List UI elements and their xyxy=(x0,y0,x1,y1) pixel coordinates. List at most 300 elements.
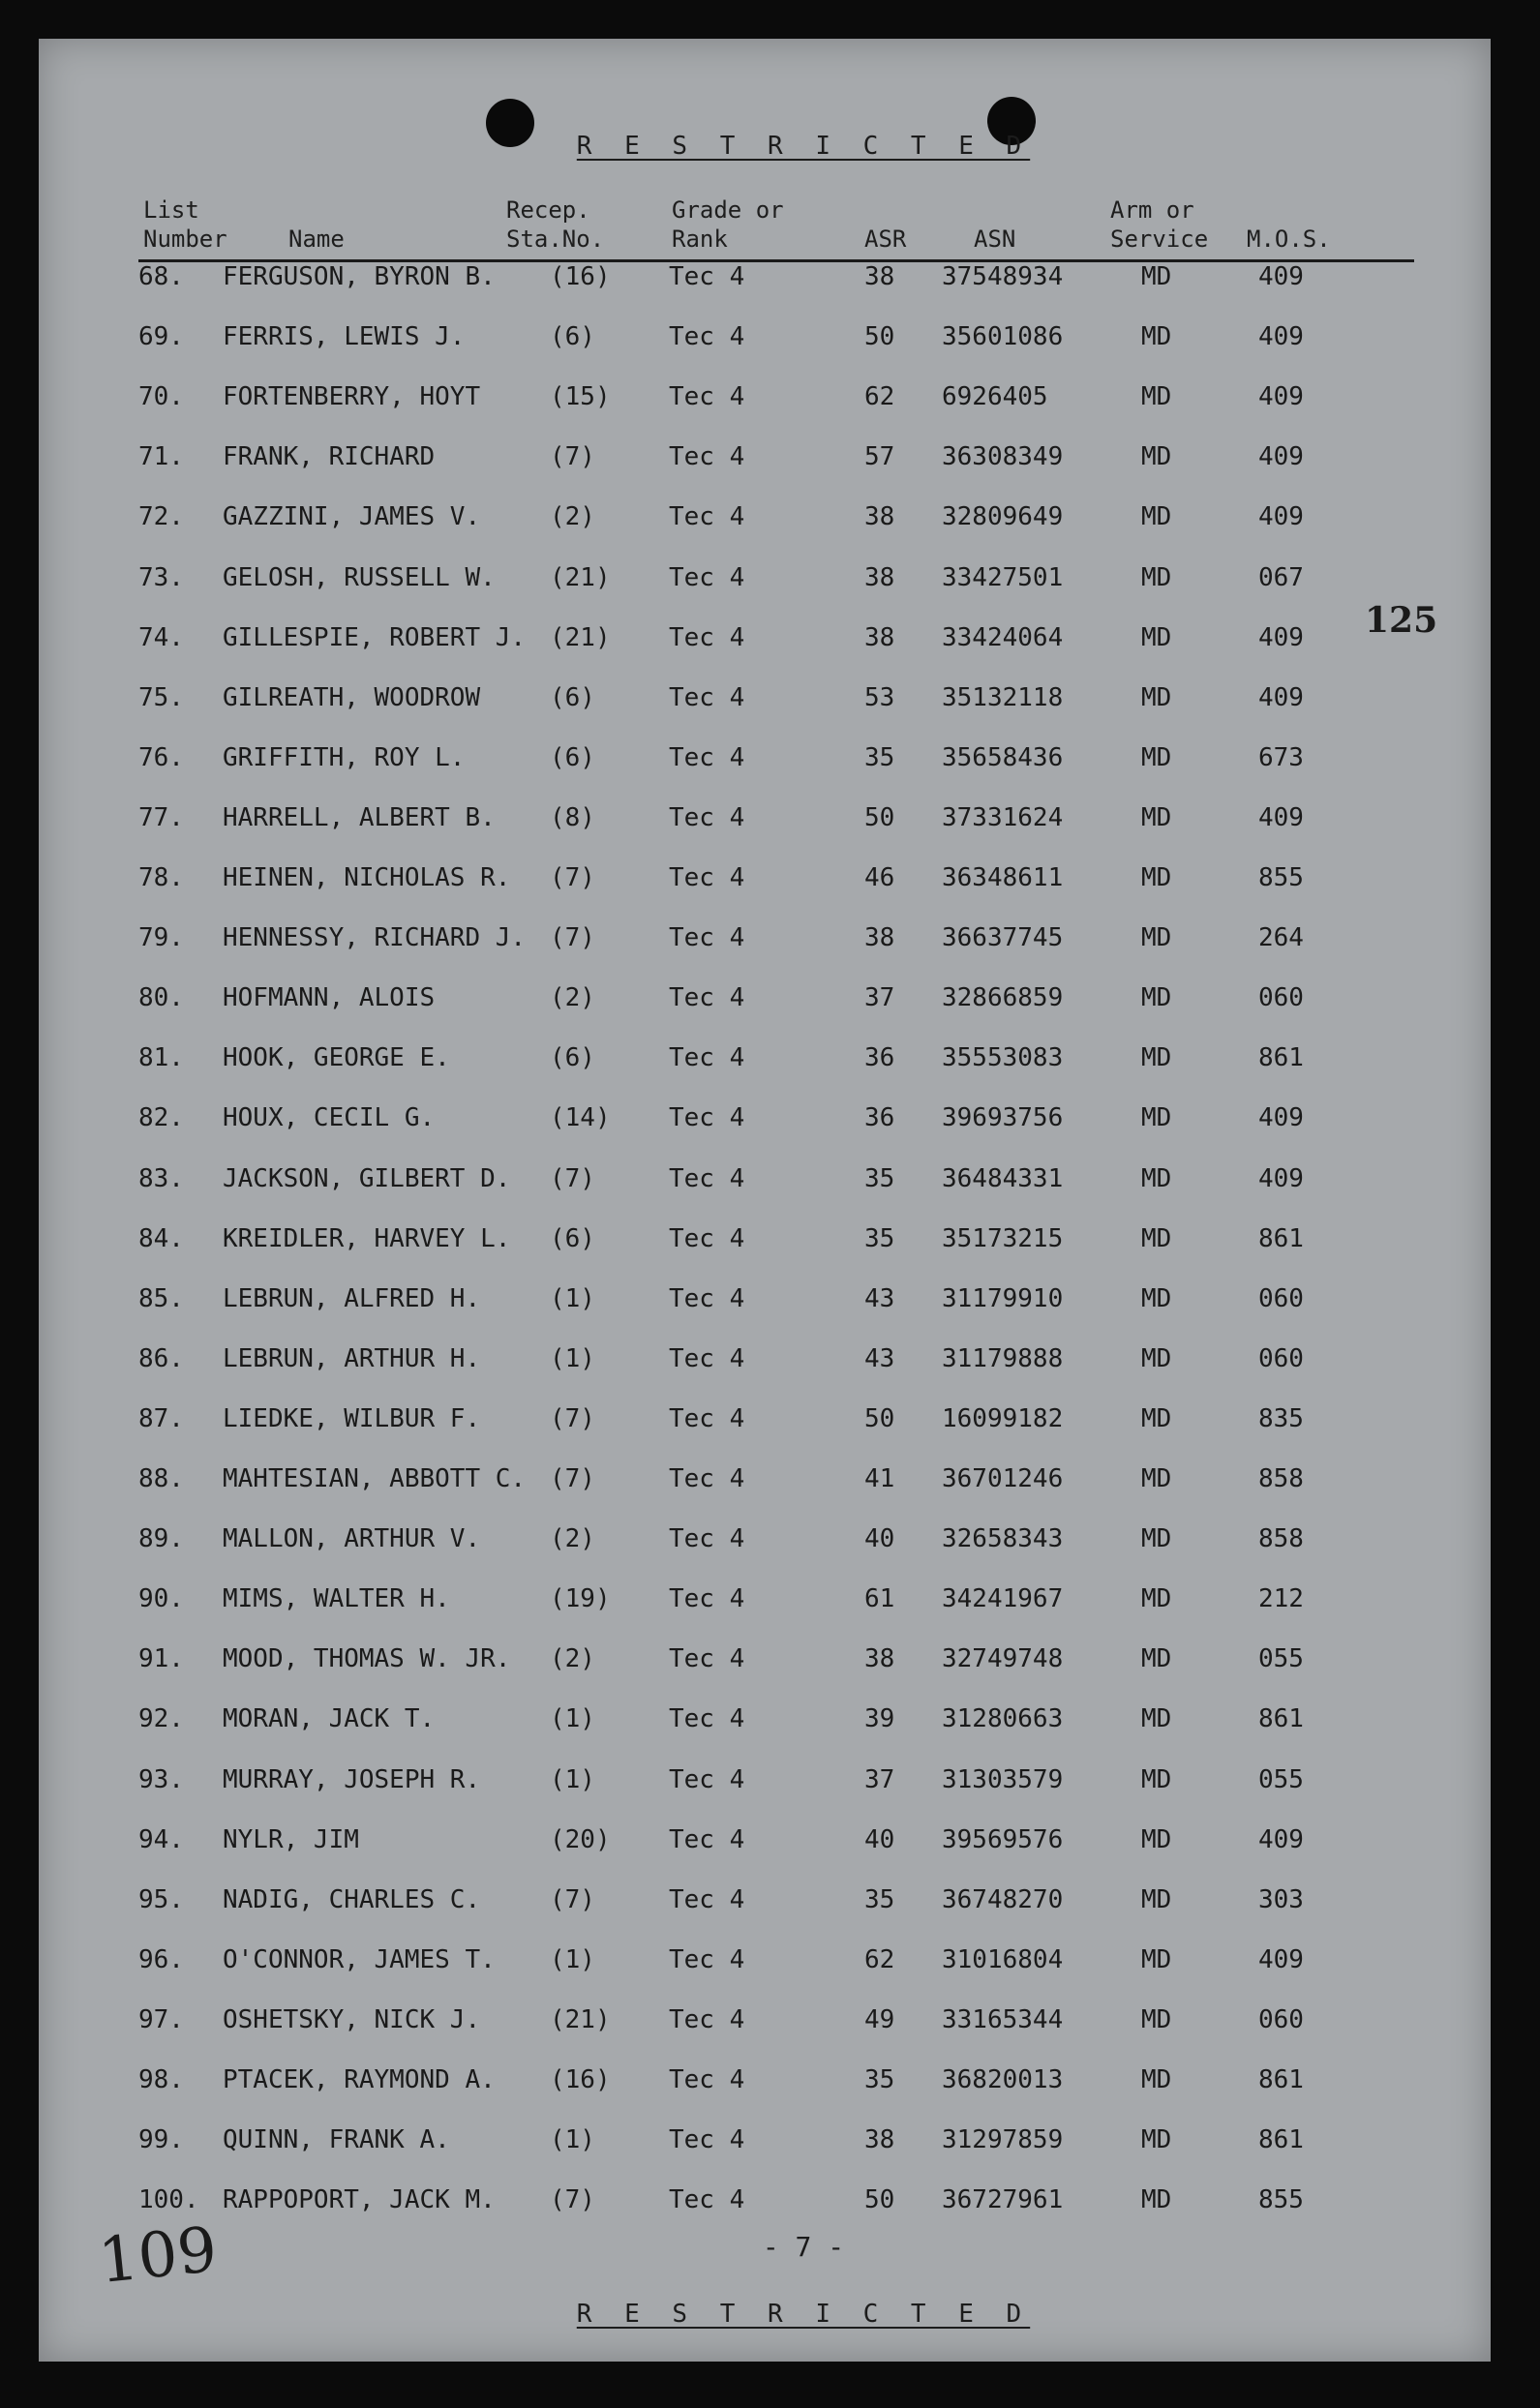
cell-asn: 36701246 xyxy=(942,1464,1064,1493)
cell-name: HARRELL, ALBERT B. xyxy=(223,802,496,832)
cell-mos: 409 xyxy=(1258,442,1304,472)
cell-mos: 409 xyxy=(1258,1824,1304,1854)
cell-grade: Tec 4 xyxy=(669,983,745,1013)
cell-station-number: (7) xyxy=(550,923,595,953)
cell-list-number: 80. xyxy=(138,983,184,1013)
cell-name: FORTENBERRY, HOYT xyxy=(223,382,481,412)
cell-mos: 264 xyxy=(1258,923,1304,953)
cell-asr: 40 xyxy=(864,1824,895,1854)
cell-arm-service: MD xyxy=(1141,983,1172,1013)
header-grade xyxy=(672,196,784,254)
cell-mos: 858 xyxy=(1258,1524,1304,1554)
cell-asr: 38 xyxy=(864,1644,895,1674)
cell-list-number: 72. xyxy=(138,502,184,532)
cell-mos: 409 xyxy=(1258,1163,1304,1193)
table-row xyxy=(39,377,1491,416)
cell-grade: Tec 4 xyxy=(669,2065,745,2094)
table-row xyxy=(39,1038,1491,1077)
header-name: Name xyxy=(288,226,345,253)
cell-grade: Tec 4 xyxy=(669,1884,745,1914)
cell-arm-service: MD xyxy=(1141,1403,1172,1433)
table-row xyxy=(39,2181,1491,2219)
header-recep xyxy=(506,196,604,254)
cell-mos: 855 xyxy=(1258,2185,1304,2215)
cell-asr: 35 xyxy=(864,2065,895,2094)
cell-grade: Tec 4 xyxy=(669,1343,745,1373)
cell-asr: 40 xyxy=(864,1524,895,1554)
cell-name: RAPPOPORT, JACK M. xyxy=(223,2185,496,2215)
cell-name: PTACEK, RAYMOND A. xyxy=(223,2065,496,2094)
cell-list-number: 75. xyxy=(138,682,184,712)
cell-list-number: 86. xyxy=(138,1343,184,1373)
cell-arm-service: MD xyxy=(1141,1644,1172,1674)
cell-list-number: 81. xyxy=(138,1043,184,1073)
cell-name: NADIG, CHARLES C. xyxy=(223,1884,481,1914)
cell-mos: 835 xyxy=(1258,1403,1304,1433)
table-row xyxy=(39,2121,1491,2159)
cell-station-number: (2) xyxy=(550,1524,595,1554)
cell-asr: 50 xyxy=(864,802,895,832)
restricted-header: R E S T R I C T E D xyxy=(576,132,1031,161)
cell-asr: 38 xyxy=(864,562,895,592)
cell-name: MAHTESIAN, ABBOTT C. xyxy=(223,1464,527,1493)
cell-arm-service: MD xyxy=(1141,1584,1172,1614)
cell-asr: 35 xyxy=(864,1884,895,1914)
table-row xyxy=(39,1821,1491,1859)
cell-arm-service: MD xyxy=(1141,1163,1172,1193)
table-row xyxy=(39,978,1491,1017)
header-mos: M.O.S. xyxy=(1247,226,1331,253)
cell-station-number: (1) xyxy=(550,1704,595,1734)
cell-station-number: (2) xyxy=(550,983,595,1013)
cell-list-number: 78. xyxy=(138,863,184,892)
table-row xyxy=(39,1520,1491,1558)
cell-list-number: 90. xyxy=(138,1584,184,1614)
cell-arm-service: MD xyxy=(1141,1524,1172,1554)
cell-arm-service: MD xyxy=(1141,1103,1172,1133)
header-list-line1: List xyxy=(143,196,199,224)
cell-name: MALLON, ARTHUR V. xyxy=(223,1524,481,1554)
cell-grade: Tec 4 xyxy=(669,622,745,652)
table-row xyxy=(39,317,1491,356)
cell-asr: 35 xyxy=(864,1163,895,1193)
cell-name: FERGUSON, BYRON B. xyxy=(223,262,496,291)
cell-arm-service: MD xyxy=(1141,382,1172,412)
cell-arm-service: MD xyxy=(1141,322,1172,352)
cell-arm-service: MD xyxy=(1141,1464,1172,1493)
cell-asn: 31280663 xyxy=(942,1704,1064,1734)
cell-name: MORAN, JACK T. xyxy=(223,1704,436,1734)
table-row xyxy=(39,1941,1491,1979)
cell-asn: 37331624 xyxy=(942,802,1064,832)
cell-list-number: 68. xyxy=(138,262,184,291)
cell-list-number: 93. xyxy=(138,1764,184,1794)
cell-name: MURRAY, JOSEPH R. xyxy=(223,1764,481,1794)
cell-asn: 35553083 xyxy=(942,1043,1064,1073)
cell-list-number: 91. xyxy=(138,1644,184,1674)
cell-arm-service: MD xyxy=(1141,1764,1172,1794)
cell-asr: 38 xyxy=(864,502,895,532)
cell-station-number: (7) xyxy=(550,1403,595,1433)
cell-name: O'CONNOR, JAMES T. xyxy=(223,1944,496,1974)
table-row xyxy=(39,497,1491,536)
cell-name: HEINEN, NICHOLAS R. xyxy=(223,863,511,892)
cell-asr: 43 xyxy=(864,1343,895,1373)
margin-number: 125 xyxy=(1365,600,1438,641)
table-row xyxy=(39,1640,1491,1678)
cell-grade: Tec 4 xyxy=(669,1944,745,1974)
cell-grade: Tec 4 xyxy=(669,1524,745,1554)
cell-asn: 32749748 xyxy=(942,1644,1064,1674)
cell-list-number: 83. xyxy=(138,1163,184,1193)
cell-name: GILLESPIE, ROBERT J. xyxy=(223,622,527,652)
cell-asn: 32809649 xyxy=(942,502,1064,532)
cell-mos: 212 xyxy=(1258,1584,1304,1614)
cell-name: GILREATH, WOODROW xyxy=(223,682,481,712)
cell-arm-service: MD xyxy=(1141,923,1172,953)
cell-name: HOUX, CECIL G. xyxy=(223,1103,436,1133)
cell-station-number: (21) xyxy=(550,622,611,652)
cell-name: LEBRUN, ALFRED H. xyxy=(223,1283,481,1313)
table-row xyxy=(39,1460,1491,1498)
cell-station-number: (7) xyxy=(550,2185,595,2215)
cell-station-number: (7) xyxy=(550,1884,595,1914)
cell-asn: 6926405 xyxy=(942,382,1048,412)
cell-asr: 49 xyxy=(864,2004,895,2034)
header-list-number xyxy=(143,196,227,254)
header-asn: ASN xyxy=(974,226,1016,253)
cell-arm-service: MD xyxy=(1141,1704,1172,1734)
cell-name: JACKSON, GILBERT D. xyxy=(223,1163,511,1193)
cell-station-number: (6) xyxy=(550,742,595,772)
cell-mos: 409 xyxy=(1258,382,1304,412)
cell-station-number: (7) xyxy=(550,442,595,472)
cell-asr: 36 xyxy=(864,1043,895,1073)
cell-name: HENNESSY, RICHARD J. xyxy=(223,923,527,953)
cell-mos: 861 xyxy=(1258,1043,1304,1073)
cell-arm-service: MD xyxy=(1141,1343,1172,1373)
cell-station-number: (1) xyxy=(550,2125,595,2155)
cell-station-number: (2) xyxy=(550,1644,595,1674)
cell-station-number: (21) xyxy=(550,562,611,592)
cell-name: LEBRUN, ARTHUR H. xyxy=(223,1343,481,1373)
cell-list-number: 98. xyxy=(138,2065,184,2094)
cell-grade: Tec 4 xyxy=(669,1283,745,1313)
cell-mos: 409 xyxy=(1258,682,1304,712)
cell-list-number: 100. xyxy=(138,2185,199,2215)
header-list-line2: Number xyxy=(143,226,227,253)
table-row xyxy=(39,858,1491,897)
cell-asn: 32658343 xyxy=(942,1524,1064,1554)
cell-mos: 409 xyxy=(1258,322,1304,352)
cell-station-number: (1) xyxy=(550,1283,595,1313)
header-asr: ASR xyxy=(864,226,907,253)
cell-name: FERRIS, LEWIS J. xyxy=(223,322,466,352)
cell-station-number: (8) xyxy=(550,802,595,832)
cell-list-number: 88. xyxy=(138,1464,184,1493)
cell-grade: Tec 4 xyxy=(669,802,745,832)
cell-asn: 31016804 xyxy=(942,1944,1064,1974)
cell-asr: 41 xyxy=(864,1464,895,1493)
cell-list-number: 97. xyxy=(138,2004,184,2034)
cell-station-number: (6) xyxy=(550,1043,595,1073)
table-row xyxy=(39,1279,1491,1318)
cell-asn: 34241967 xyxy=(942,1584,1064,1614)
table-row xyxy=(39,1580,1491,1618)
cell-asr: 37 xyxy=(864,983,895,1013)
cell-name: GELOSH, RUSSELL W. xyxy=(223,562,496,592)
cell-arm-service: MD xyxy=(1141,562,1172,592)
cell-list-number: 79. xyxy=(138,923,184,953)
cell-list-number: 76. xyxy=(138,742,184,772)
cell-asn: 36748270 xyxy=(942,1884,1064,1914)
cell-list-number: 96. xyxy=(138,1944,184,1974)
header-grade-line2: Rank xyxy=(672,226,728,253)
cell-name: GRIFFITH, ROY L. xyxy=(223,742,466,772)
cell-mos: 060 xyxy=(1258,2004,1304,2034)
cell-asn: 32866859 xyxy=(942,983,1064,1013)
cell-asr: 39 xyxy=(864,1704,895,1734)
cell-list-number: 69. xyxy=(138,322,184,352)
cell-name: OSHETSKY, NICK J. xyxy=(223,2004,481,2034)
cell-arm-service: MD xyxy=(1141,2125,1172,2155)
cell-list-number: 82. xyxy=(138,1103,184,1133)
cell-asn: 33424064 xyxy=(942,622,1064,652)
cell-station-number: (1) xyxy=(550,1944,595,1974)
cell-asr: 38 xyxy=(864,923,895,953)
cell-mos: 409 xyxy=(1258,1103,1304,1133)
cell-asr: 38 xyxy=(864,262,895,291)
cell-asr: 43 xyxy=(864,1283,895,1313)
cell-grade: Tec 4 xyxy=(669,682,745,712)
cell-grade: Tec 4 xyxy=(669,1824,745,1854)
cell-asr: 50 xyxy=(864,1403,895,1433)
cell-name: KREIDLER, HARVEY L. xyxy=(223,1223,511,1253)
table-row xyxy=(39,2061,1491,2099)
header-grade-line1: Grade or xyxy=(672,196,784,224)
restricted-footer: R E S T R I C T E D xyxy=(576,2300,1031,2329)
cell-grade: Tec 4 xyxy=(669,562,745,592)
cell-arm-service: MD xyxy=(1141,2065,1172,2094)
cell-grade: Tec 4 xyxy=(669,382,745,412)
cell-asn: 37548934 xyxy=(942,262,1064,291)
cell-grade: Tec 4 xyxy=(669,1043,745,1073)
header-arm-line1: Arm or xyxy=(1110,196,1194,224)
cell-list-number: 73. xyxy=(138,562,184,592)
cell-asn: 35658436 xyxy=(942,742,1064,772)
cell-name: GAZZINI, JAMES V. xyxy=(223,502,481,532)
cell-station-number: (20) xyxy=(550,1824,611,1854)
cell-asn: 35173215 xyxy=(942,1223,1064,1253)
cell-name: QUINN, FRANK A. xyxy=(223,2125,450,2155)
cell-asr: 53 xyxy=(864,682,895,712)
cell-asn: 33427501 xyxy=(942,562,1064,592)
cell-station-number: (21) xyxy=(550,2004,611,2034)
table-row xyxy=(39,558,1491,597)
cell-list-number: 87. xyxy=(138,1403,184,1433)
cell-arm-service: MD xyxy=(1141,442,1172,472)
cell-station-number: (6) xyxy=(550,1223,595,1253)
cell-asn: 39569576 xyxy=(942,1824,1064,1854)
cell-mos: 409 xyxy=(1258,622,1304,652)
cell-arm-service: MD xyxy=(1141,1283,1172,1313)
cell-grade: Tec 4 xyxy=(669,1163,745,1193)
table-row xyxy=(39,678,1491,717)
cell-station-number: (15) xyxy=(550,382,611,412)
cell-arm-service: MD xyxy=(1141,1884,1172,1914)
cell-mos: 060 xyxy=(1258,1343,1304,1373)
table-row xyxy=(39,798,1491,837)
cell-station-number: (16) xyxy=(550,2065,611,2094)
table-row xyxy=(39,1099,1491,1137)
cell-asn: 33165344 xyxy=(942,2004,1064,2034)
cell-list-number: 74. xyxy=(138,622,184,652)
cell-asr: 35 xyxy=(864,1223,895,1253)
cell-station-number: (2) xyxy=(550,502,595,532)
cell-asr: 61 xyxy=(864,1584,895,1614)
cell-list-number: 70. xyxy=(138,382,184,412)
cell-asn: 31179888 xyxy=(942,1343,1064,1373)
cell-mos: 409 xyxy=(1258,802,1304,832)
table-row xyxy=(39,738,1491,777)
cell-grade: Tec 4 xyxy=(669,1704,745,1734)
cell-asn: 31297859 xyxy=(942,2125,1064,2155)
table-row xyxy=(39,918,1491,957)
header-recep-line2: Sta.No. xyxy=(506,226,605,253)
cell-arm-service: MD xyxy=(1141,622,1172,652)
cell-name: HOOK, GEORGE E. xyxy=(223,1043,450,1073)
cell-mos: 861 xyxy=(1258,2125,1304,2155)
header-arm-line2: Service xyxy=(1110,226,1209,253)
cell-arm-service: MD xyxy=(1141,502,1172,532)
cell-mos: 055 xyxy=(1258,1764,1304,1794)
document-page xyxy=(39,39,1491,2362)
cell-asr: 38 xyxy=(864,2125,895,2155)
cell-asn: 36308349 xyxy=(942,442,1064,472)
cell-grade: Tec 4 xyxy=(669,262,745,291)
table-row xyxy=(39,437,1491,476)
cell-asn: 35601086 xyxy=(942,322,1064,352)
table-row xyxy=(39,1159,1491,1198)
cell-grade: Tec 4 xyxy=(669,1223,745,1253)
cell-station-number: (1) xyxy=(550,1343,595,1373)
cell-asn: 36484331 xyxy=(942,1163,1064,1193)
cell-grade: Tec 4 xyxy=(669,863,745,892)
cell-list-number: 89. xyxy=(138,1524,184,1554)
cell-station-number: (6) xyxy=(550,322,595,352)
table-row xyxy=(39,1400,1491,1438)
page-number: - 7 - xyxy=(762,2231,845,2263)
cell-mos: 060 xyxy=(1258,983,1304,1013)
cell-arm-service: MD xyxy=(1141,863,1172,892)
cell-mos: 067 xyxy=(1258,562,1304,592)
cell-arm-service: MD xyxy=(1141,1944,1172,1974)
cell-asr: 46 xyxy=(864,863,895,892)
cell-arm-service: MD xyxy=(1141,802,1172,832)
cell-grade: Tec 4 xyxy=(669,742,745,772)
cell-arm-service: MD xyxy=(1141,2185,1172,2215)
cell-asn: 36727961 xyxy=(942,2185,1064,2215)
table-row xyxy=(39,1881,1491,1919)
cell-asr: 38 xyxy=(864,622,895,652)
cell-mos: 673 xyxy=(1258,742,1304,772)
table-row xyxy=(39,257,1491,296)
cell-mos: 060 xyxy=(1258,1283,1304,1313)
cell-grade: Tec 4 xyxy=(669,1764,745,1794)
cell-grade: Tec 4 xyxy=(669,1403,745,1433)
cell-grade: Tec 4 xyxy=(669,1584,745,1614)
cell-arm-service: MD xyxy=(1141,2004,1172,2034)
cell-arm-service: MD xyxy=(1141,742,1172,772)
cell-name: NYLR, JIM xyxy=(223,1824,359,1854)
cell-station-number: (7) xyxy=(550,1163,595,1193)
cell-station-number: (7) xyxy=(550,1464,595,1493)
cell-list-number: 95. xyxy=(138,1884,184,1914)
cell-mos: 861 xyxy=(1258,1223,1304,1253)
header-recep-line1: Recep. xyxy=(506,196,590,224)
cell-grade: Tec 4 xyxy=(669,502,745,532)
cell-name: LIEDKE, WILBUR F. xyxy=(223,1403,481,1433)
cell-grade: Tec 4 xyxy=(669,2185,745,2215)
cell-mos: 409 xyxy=(1258,1944,1304,1974)
cell-name: FRANK, RICHARD xyxy=(223,442,436,472)
table-row xyxy=(39,2001,1491,2039)
handwritten-number: 109 xyxy=(95,2213,221,2299)
cell-asr: 35 xyxy=(864,742,895,772)
cell-asr: 57 xyxy=(864,442,895,472)
cell-arm-service: MD xyxy=(1141,682,1172,712)
cell-asn: 36348611 xyxy=(942,863,1064,892)
cell-station-number: (16) xyxy=(550,262,611,291)
cell-asn: 31303579 xyxy=(942,1764,1064,1794)
cell-grade: Tec 4 xyxy=(669,923,745,953)
cell-grade: Tec 4 xyxy=(669,2004,745,2034)
cell-list-number: 77. xyxy=(138,802,184,832)
cell-asn: 39693756 xyxy=(942,1103,1064,1133)
cell-grade: Tec 4 xyxy=(669,2125,745,2155)
cell-mos: 055 xyxy=(1258,1644,1304,1674)
table-row xyxy=(39,1339,1491,1378)
table-row xyxy=(39,1761,1491,1799)
cell-name: MIMS, WALTER H. xyxy=(223,1584,450,1614)
cell-asr: 37 xyxy=(864,1764,895,1794)
cell-asn: 36820013 xyxy=(942,2065,1064,2094)
cell-station-number: (7) xyxy=(550,863,595,892)
table-row xyxy=(39,1700,1491,1738)
cell-asr: 36 xyxy=(864,1103,895,1133)
cell-station-number: (6) xyxy=(550,682,595,712)
cell-grade: Tec 4 xyxy=(669,442,745,472)
cell-asr: 50 xyxy=(864,322,895,352)
cell-arm-service: MD xyxy=(1141,1043,1172,1073)
cell-asn: 31179910 xyxy=(942,1283,1064,1313)
cell-list-number: 71. xyxy=(138,442,184,472)
cell-mos: 303 xyxy=(1258,1884,1304,1914)
cell-asr: 50 xyxy=(864,2185,895,2215)
cell-grade: Tec 4 xyxy=(669,1464,745,1493)
cell-mos: 861 xyxy=(1258,1704,1304,1734)
cell-arm-service: MD xyxy=(1141,1223,1172,1253)
cell-name: HOFMANN, ALOIS xyxy=(223,983,436,1013)
header-arm xyxy=(1110,196,1208,254)
cell-mos: 861 xyxy=(1258,2065,1304,2094)
cell-station-number: (19) xyxy=(550,1584,611,1614)
cell-asn: 36637745 xyxy=(942,923,1064,953)
cell-mos: 409 xyxy=(1258,262,1304,291)
cell-asr: 62 xyxy=(864,1944,895,1974)
cell-list-number: 85. xyxy=(138,1283,184,1313)
cell-mos: 409 xyxy=(1258,502,1304,532)
